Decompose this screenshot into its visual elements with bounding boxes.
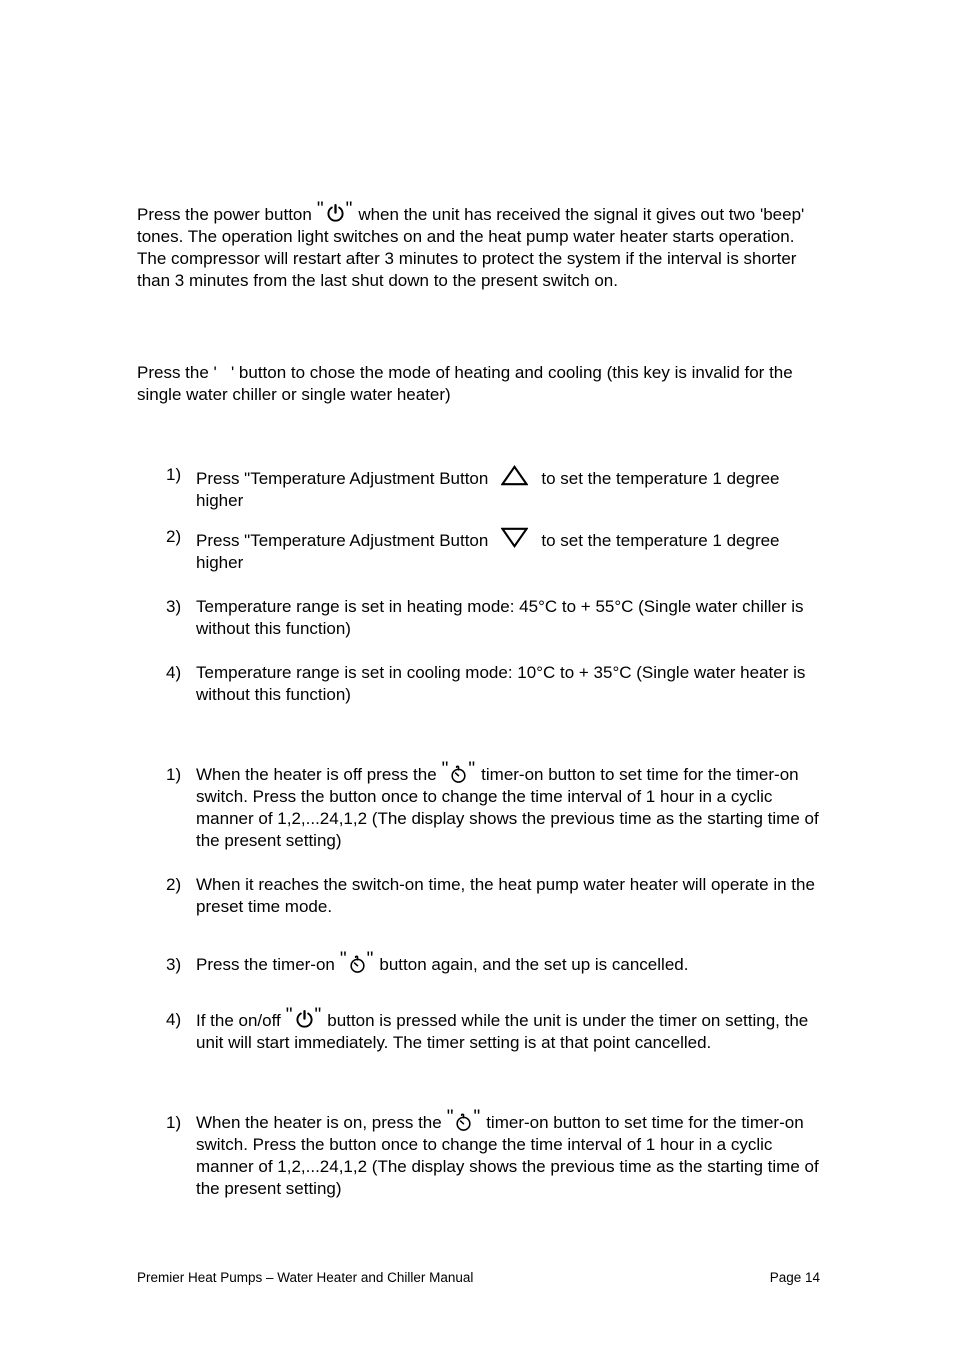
list-item-text-2: to set the temperature 1 degree higher [196,531,780,572]
power-icon [325,203,346,224]
page-footer [137,1269,820,1286]
list-item-body [196,526,820,574]
list-item-body [196,1005,820,1054]
list-item-text-1: If the on/off [196,1011,281,1030]
list-item-body: Temperature range is set in cooling mode: 10°C to + 35°C (Single water heater is without this function) [196,663,806,704]
quote-mark: " [314,1005,323,1026]
list-item-number: 2) [166,875,182,894]
list-item [137,1005,820,1054]
list-item-number: 1) [166,465,182,484]
mode-paragraph: Press the ' ' button to chose the mode of heating and cooling (this key is invalid for the single water chiller or single water heater) [137,363,798,404]
quote-mark: " [345,199,354,220]
list-item-body [196,1107,820,1200]
list-item-number: 1) [166,1113,182,1132]
footer-manual-title: Premier Heat Pumps – Water Heater and Chiller Manual [137,1270,474,1285]
triangle-up-icon-wrap [501,469,528,488]
list-item-text-1: When the heater is off press the [196,765,437,784]
quote-mark: " [339,949,348,970]
triangle-down-icon [501,526,528,549]
list-item [137,874,820,918]
list-item [137,949,820,976]
footer-page-number: Page 14 [769,1270,820,1285]
list-item-number: 4) [166,1010,182,1029]
timer-icon [348,955,367,974]
list-item-text-1: Press "Temperature Adjustment Button [196,531,489,550]
triangle-up-icon [501,464,528,487]
list-item-text-2: timer-on button to set time for the timer-on switch. Press the button once to change the time interval of 1 hour in a cyclic manner of 1,2,...24,1,2 (The display shows the previous time as the starting time of the present setting) [196,765,819,850]
page-content [137,199,820,1200]
list-item-text-1: When the heater is on, press the [196,1113,442,1132]
power-button-icon-group [316,199,354,224]
list-item-text-2: button again, and the set up is cancelled. [379,955,689,974]
list-item-text-1: Press "Temperature Adjustment Button [196,469,489,488]
list-item-body [196,464,820,512]
list-item-text-2: to set the temperature 1 degree higher [196,469,780,510]
timer-button-icon-group [446,1107,482,1132]
list-item-number: 3) [166,597,182,616]
list-item [137,596,820,640]
triangle-down-icon-wrap [501,531,528,550]
list-item-body [196,759,820,852]
list-item-number: 4) [166,663,182,682]
quote-mark: " [366,949,375,970]
list-item-number: 3) [166,955,182,974]
quote-mark: " [446,1107,455,1128]
timer-on-heater-on-list [137,1107,820,1200]
list-item-number: 2) [166,527,182,546]
quote-mark: " [316,199,325,220]
power-paragraph-text-1: Press the power button [137,205,312,224]
list-item-text-1: Press the timer-on [196,955,335,974]
list-item [137,1107,820,1200]
list-item-body: When it reaches the switch-on time, the heat pump water heater will operate in the preset time mode. [196,875,815,916]
quote-mark: " [441,759,450,780]
power-paragraph [137,199,820,292]
list-item [137,526,820,574]
power-button-icon-group [285,1005,323,1030]
timer-on-heater-off-list [137,759,820,1054]
timer-icon [449,765,468,784]
list-item-text-2: button is pressed while the unit is under the timer on setting, the unit will start immediately. The timer setting is at that point cancelled. [196,1011,809,1052]
timer-button-icon-group [339,949,375,974]
power-icon [294,1009,315,1030]
list-item [137,759,820,852]
temperature-adjust-list [137,464,820,706]
list-item-text-2: timer-on button to set time for the timer-on switch. Press the button once to change the time interval of 1 hour in a cyclic manner of 1,2,...24,1,2 (The display shows the previous time as the starting time of the present setting) [196,1113,819,1198]
power-paragraph-text-2: when the unit has received the signal it gives out two 'beep' tones. The operation light switches on and the heat pump water heater starts operation. The compressor will restart after 3 minutes to protect the system if the interval is shorter than 3 minutes from the last shut down to the present switch on. [137,205,805,290]
list-item-body [196,949,820,976]
list-item [137,662,820,706]
quote-mark: " [285,1005,294,1026]
list-item-body: Temperature range is set in heating mode: 45°C to + 55°C (Single water chiller is without this function) [196,597,804,638]
timer-icon [454,1113,473,1132]
list-item [137,464,820,512]
quote-mark: " [468,759,477,780]
list-item-number: 1) [166,765,182,784]
timer-button-icon-group [441,759,477,784]
quote-mark: " [473,1107,482,1128]
